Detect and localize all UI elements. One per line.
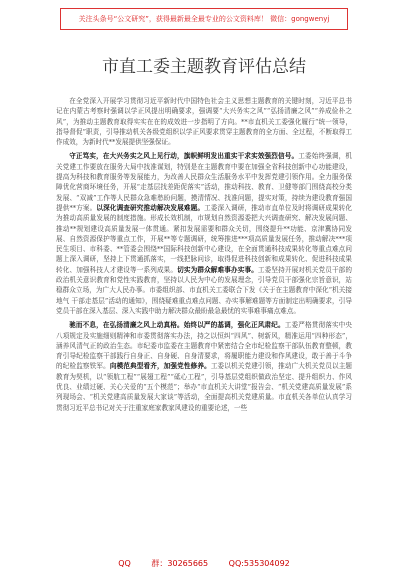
intro-text: 在全党深入开展学习贯彻习近平新时代中国特色社会主义思想主题教育的关键时刻，习近平总书记在内蒙古考察时强调以学正风提出明确要求，强调要“大兴务实之风”“弘扬清廉之风”“养成俭朴之风”，为推动主题教育取得实实在在的成效进一步指明了方向。**市直机关工委强化履行“统一领导，指导督促”职责，引导推动机关各级党组织以学正风要求贯穿主题教育的全方面、全过程，不断取得工作成效，为新时代**发展提供坚强保证。 [56,97,352,147]
section-1-text: 工委始终强调，机关党建工作要放在服务大局中找准谋划，特别是在主题教育中要在加强全省科技创新中心功能建设，提高为科技和教育服务等发展能力，为改善人民群众生活服务水平中发挥党建引领作用。全力服务保障优化营商环境任务，开展“走基层找差距促落实”活动，推动科技、教育、卫健等部门围绕高校分类发展、“双减”工作等人民群众急难愁盼问题，摸清情况、找准问题，提实对策，持续为建设教育强国提供**方案。 [56,152,352,212]
contact-footer: QQ 群：30265665 QQ:535304092 [118,559,290,568]
section-2-subheading: 向模范典型看齐，加强党性修养。 [109,362,211,371]
promo-banner: 关注头条号“公文研究”，获得最新最全最专业的公文资料库！ 微信：gongwenyj [60,8,348,30]
section-2-paragraph [56,320,352,413]
intro-paragraph [56,96,352,147]
section-1-paragraph [56,151,352,316]
section-1-text-2: 工委深入调研，推动市直单位及时将调研成果转化为推动高质量发展的制度措施。形成长效机制，市规划自然资源委把大兴调查研究、解决发展问题、推动**规划建设高质量发展一体贯通。紧扣发展需要和群众关切，围绕提升**功能、京津冀协同发展、自然资源保护等重点工作，开展**等专题调研，统筹推进***项高质量发展任务，推动解决***项民生项目、市科委、**管委会围绕**国际科技创新中心建设，在全面贯通科技成果转化等重点难点问题上深入调研，坚持上下贯通抓落实，一线把脉问诊，取得促进科技创新和成果转化、促进科技成果转化、加强科技人才建设等一系列成果。 [56,203,352,274]
page-title: 市直工委主题教育评估总结 [102,57,306,77]
section-2-text: 工委严格贯彻落实中央八项规定及实施细则精神和市委贯彻落实办法，持之以恒纠“四风”、树新风，精准运用“四种形态”，涵养风清气正的政治生态。市纪委市监委在主题教育中紧密结合全市纪检监察干部队伍教育整顿，教育引导纪检监察干部践行自身正、自身硬、自身清要求，将履职能力建设和作风建设，敢于善于斗争的纪检监察铁军。 [56,321,352,371]
section-1-subheading-2: 切实为群众解难事办实事。 [177,265,258,274]
section-2-text-2: 工委以机关党建引领，推动广大机关党员以主题教育为契机，以“领航工程”“展翅工程”“砥心工程”，引导基层党组织做政治坚定、提升组织力、作风优良、业绩过硬、关心关爱的“五个模范”；举办“市直机关大讲堂”报告会、“机关党建高质量发展”系列现场会、“机关党建高质量发展大家谈”等活动，全面提高机关党建质量。市直机关各单位认真学习贯彻习近平总书记对关于注重家庭家教家风建设的重要论述，一些 [56,362,352,412]
section-1-text-3: 工委坚持开展对机关党员干部的政治机关意识教育和党性实践教育，坚持以人民为中心的发展理念，引导党员干部强化宗旨意识，站稳群众立场，为广大人民办事。市委组织部、市直机关工委联合下发《关于在主题教育中深化“机关接地气 干部走基层”活动的通知》，围绕疑难重点难点问题、办实事解难题等方面制定出明确要求，引导党员干部在深入基层、深入实践中助力解决群众最盼最急最忧的实事难事痛点难点。 [56,265,352,315]
section-1-subheading: 以深化调查研究推动解决发展难题。 [96,203,205,212]
document-body [56,96,352,552]
section-1-heading: 守正笃实，在大兴务实之风上见行动，旗帜鲜明发出重实干求实效强烈信号。 [69,152,299,161]
section-2-heading: 驰而不息，在弘扬清廉之风上动真格。始终以严的基调，强化正风肃纪。 [69,321,285,330]
